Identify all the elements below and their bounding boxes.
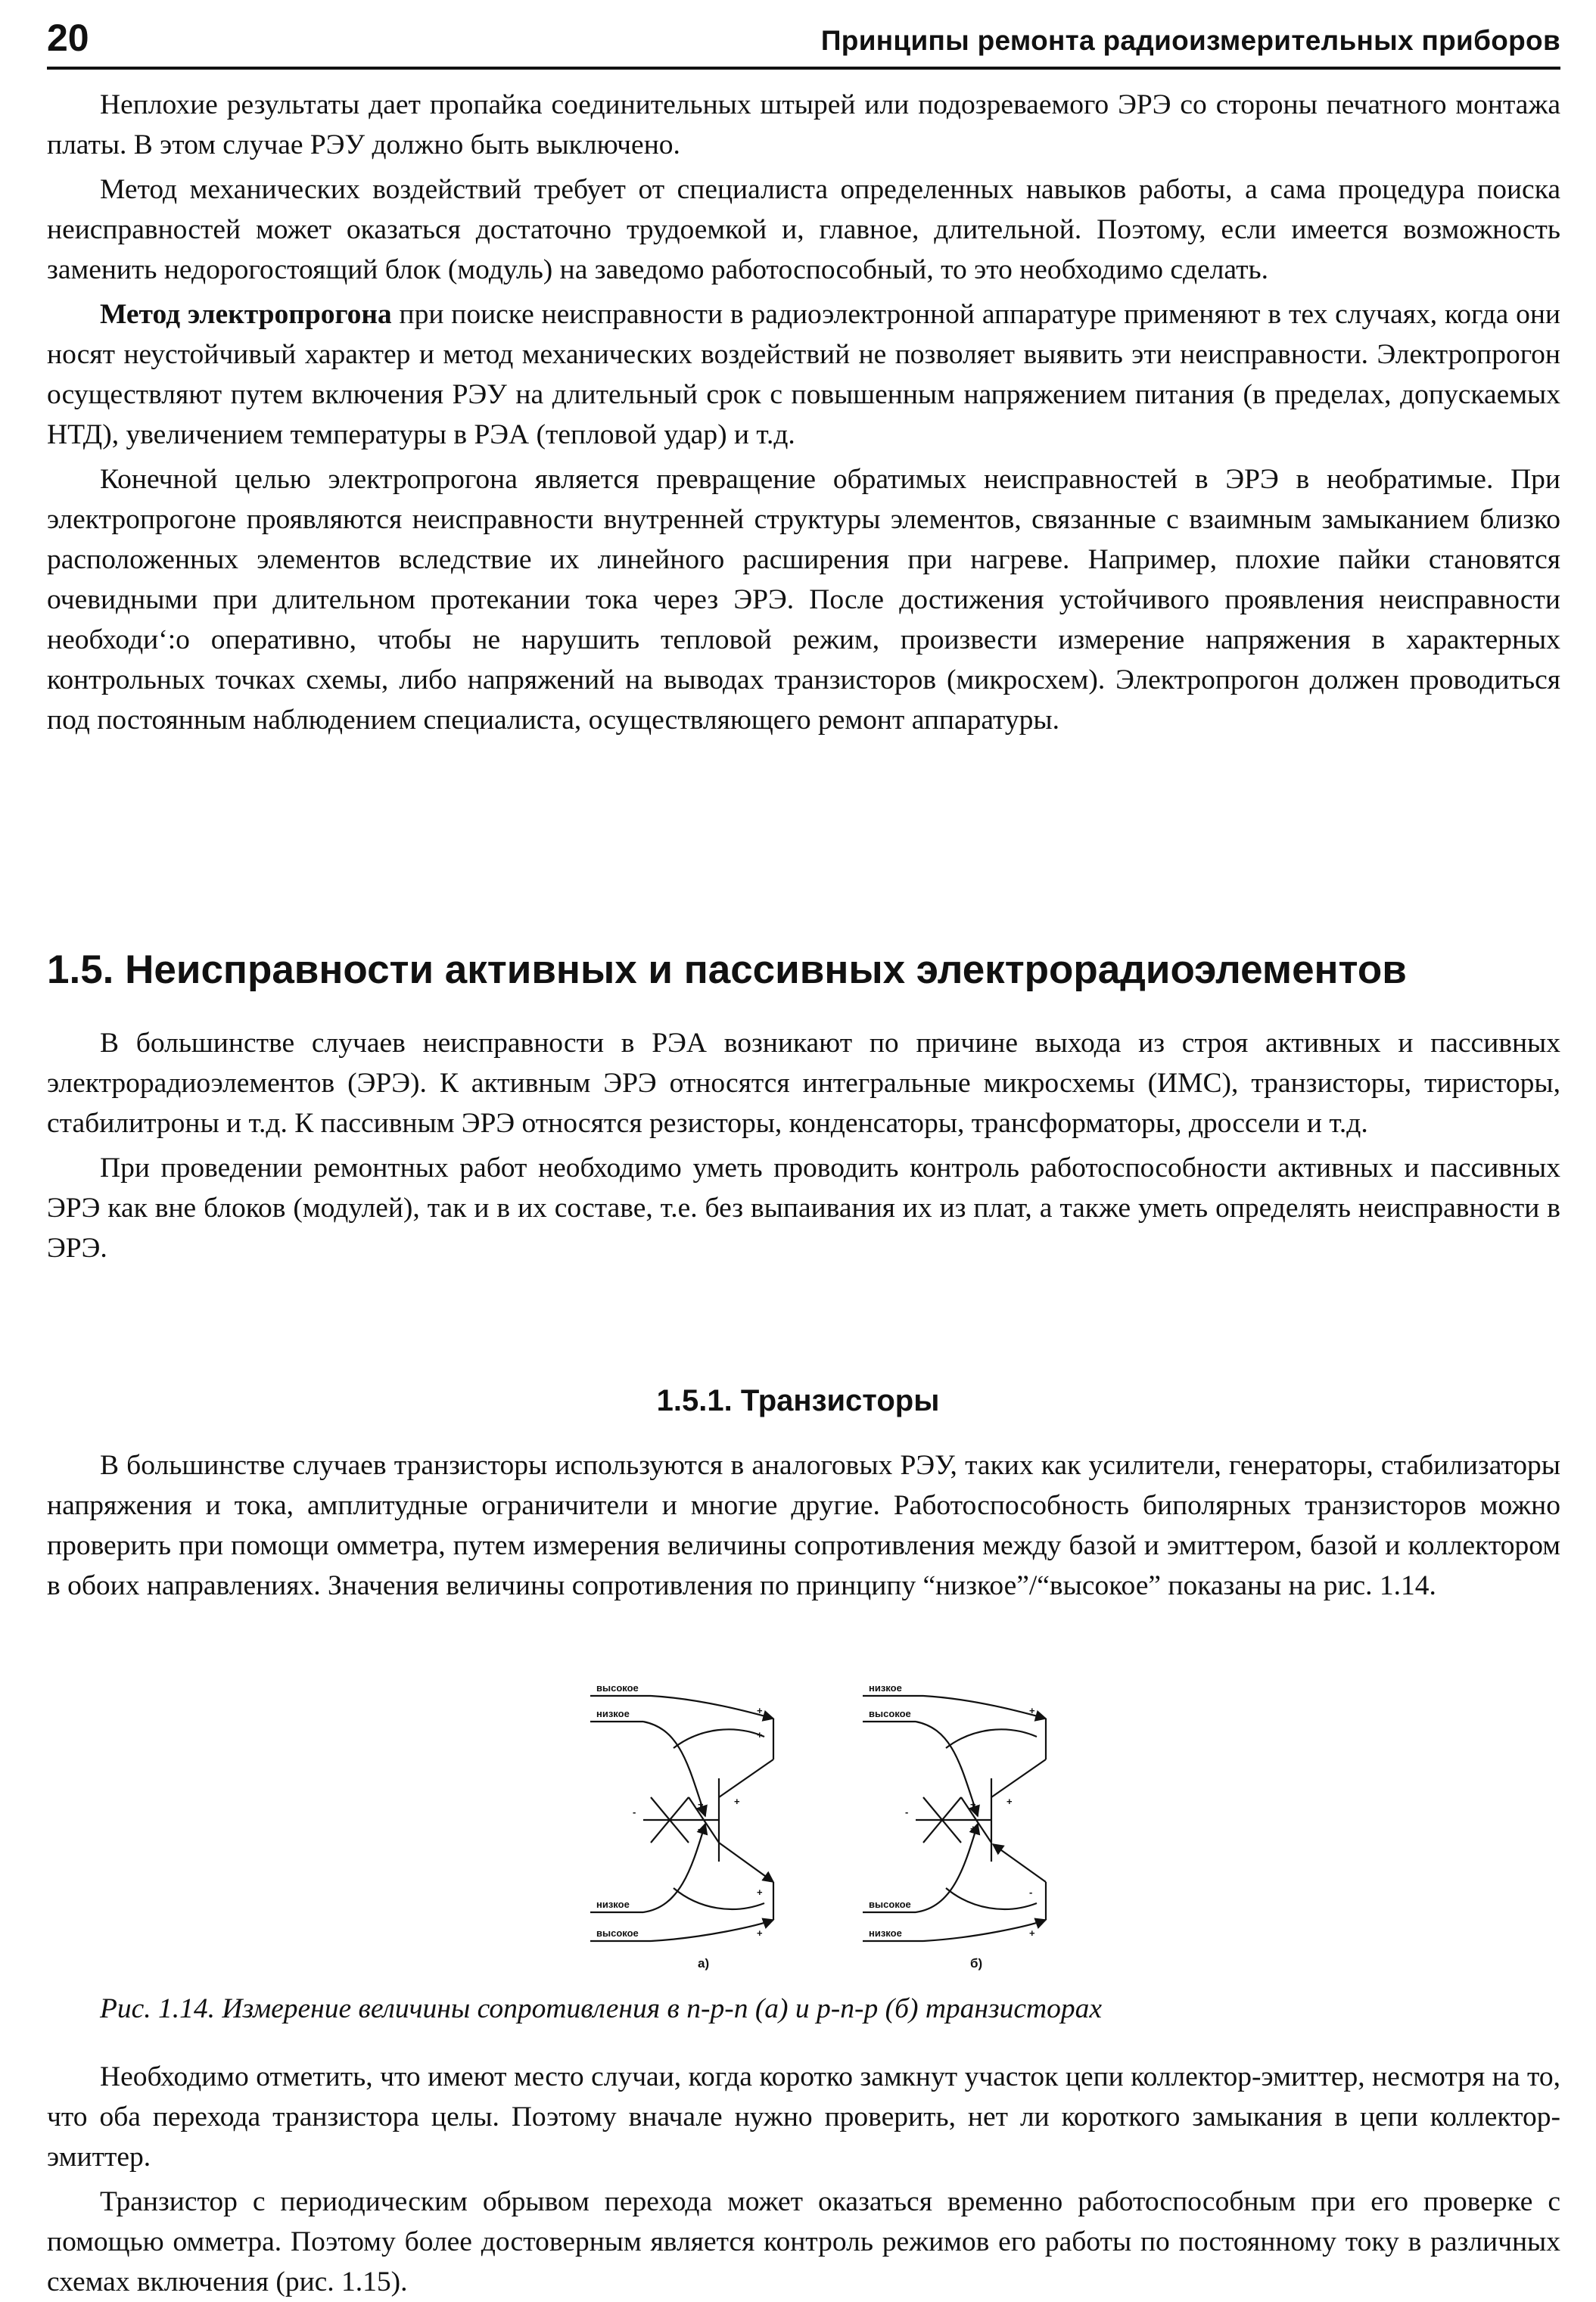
panel-a-label: а): [698, 1956, 710, 1971]
paragraph: Метод механических воздействий требует от специалиста определенных навыков работы, а сама процедура поиска неисправностей может оказаться достаточно трудоемкой и, главное, длительной. Поэтому, если имеется возможность заменить недорогостоящий блок (модуль) на заведомо работоспособный, то это необходимо сделать.: [47, 174, 1560, 285]
paragraph: В большинстве случаев неисправности в РЭА возникают по причине выхода из строя активных и пассивных электрорадиоэлементов (ЭРЭ). К активным ЭРЭ относятся интегральные микросхемы (ИМС), транзисторы, тиристоры, стабилитроны и т.д. К пассивным ЭРЭ относятся резисторы, конденсаторы, трансформаторы, дроссели и т.д.: [47, 1028, 1560, 1139]
paragraph: В большинстве случаев транзисторы используются в аналоговых РЭУ, таких как усилители, генераторы, стабилизаторы напряжения и тока, амплитудные ограничители и многие другие. Работоспособность биполярных транзисторов можно проверить при помощи омметра, путем измерения величины сопротивления между базой и эмиттером, базой и коллектором в обоих направлениях. Значения величины сопротивления по принципу “низкое”/“высокое” показаны на рис. 1.14.: [47, 1450, 1560, 1601]
paragraph: При проведении ремонтных работ необходимо уметь проводить контроль работоспособности активных и пассивных ЭРЭ как вне блоков (модулей), так и в их составе, т.е. без выпаивания их из плат, а также уметь определять неисправности в ЭРЭ.: [47, 1153, 1560, 1264]
label-a-top-2: низкое: [596, 1708, 630, 1719]
page-header: [47, 14, 1560, 70]
sign-b: -: [905, 1806, 909, 1818]
sign-a: +: [757, 1927, 763, 1939]
sign-b: +: [1006, 1796, 1013, 1807]
page-number: 20: [47, 17, 89, 59]
paragraph: Неплохие результаты дает пропайка соединительных штырей или подозреваемого ЭРЭ со стороны печатного монтажа платы. В этом случае РЭУ должно быть выключено.: [47, 89, 1560, 160]
defined-term: Метод электропрогона: [100, 299, 392, 330]
subsection-body: [47, 1445, 1560, 1606]
label-b-bottom-2: низкое: [869, 1927, 902, 1939]
paragraph: Конечной целью электропрогона является превращение обратимых неисправностей в ЭРЭ в необратимые. При электропрогоне проявляются неисправности внутренней структуры элементов, связанные с взаимным замыканием близко расположенных элементов вследствие их линейного расширения при нагреве. Например, плохие пайки становятся очевидными при длительном протекании тока через ЭРЭ. После достижения устойчивого проявления неисправности необходи‘:о оперативно, чтобы не нарушить тепловой режим, произвести измерение напряжения в характерных контрольных точках схемы, либо напряжений на выводах транзисторов (микросхем). Электропрогон должен проводиться под постоянным наблюдением специалиста, осуществляющего ремонт аппаратуры.: [47, 464, 1560, 736]
sign-b: +: [970, 1823, 976, 1834]
section-heading: 1.5. Неисправности активных и пассивных электрорадиоэлементов: [47, 947, 1407, 992]
body-text-top: [47, 85, 1560, 740]
sign-a: -: [633, 1806, 636, 1818]
sign-a: +: [734, 1796, 740, 1807]
sign-a: +: [757, 1705, 763, 1716]
sign-a: +: [757, 1729, 763, 1740]
sign-a: +: [757, 1887, 763, 1898]
running-title: Принципы ремонта радиоизмерительных приборов: [820, 25, 1560, 56]
paragraph-text: при поиске неисправности в радиоэлектронной аппаратуре применяют в тех случаях, когда они носят неустойчивый характер и метод механических воздействий не позволяет выявить эти неисправности. Электропрогон осуществляют путем включения РЭУ на длительный срок с повышенным напряжением питания (в пределах, допускаемых НТД), увеличением температуры в РЭА (тепловой удар) и т.д.: [47, 299, 1560, 450]
paragraph-electroburn-method: [47, 294, 1560, 455]
panel-b-label: б): [970, 1956, 983, 1971]
figure-1-14: [530, 1684, 1075, 1971]
sign-b: +: [970, 1799, 976, 1810]
paragraph: Транзистор с периодическим обрывом перехода может оказаться временно работоспособным при его проверке с помощью омметра. Поэтому более достоверным является контроль режимов его работы по постоянному току в различных схемах включения (рис. 1.15).: [47, 2186, 1560, 2297]
label-b-bottom-1: высокое: [869, 1899, 911, 1910]
label-a-top-1: высокое: [596, 1682, 639, 1694]
sign-b: -: [1029, 1887, 1033, 1898]
sign-b: +: [1029, 1927, 1035, 1939]
label-b-top-1: низкое: [869, 1682, 902, 1694]
body-text-bottom: [47, 2057, 1560, 2302]
sign-a: -: [698, 1823, 702, 1834]
label-b-top-2: высокое: [869, 1708, 911, 1719]
label-a-bottom-2: высокое: [596, 1927, 639, 1939]
subsection-heading: 1.5.1. Транзисторы: [656, 1384, 940, 1417]
section-body: [47, 1023, 1560, 1268]
sign-b: +: [1029, 1705, 1035, 1716]
sign-a: +: [698, 1799, 704, 1810]
label-a-bottom-1: низкое: [596, 1899, 630, 1910]
figure-caption: Рис. 1.14. Измерение величины сопротивления в n-p-n (а) и p-n-p (б) транзисторах: [100, 1993, 1103, 2024]
paragraph: Необходимо отметить, что имеют место случаи, когда коротко замкнут участок цепи коллектор-эмиттер, несмотря на то, что оба перехода транзистора целы. Поэтому вначале нужно проверить, нет ли короткого замыкания в цепи коллектор-эмиттер.: [47, 2061, 1560, 2173]
